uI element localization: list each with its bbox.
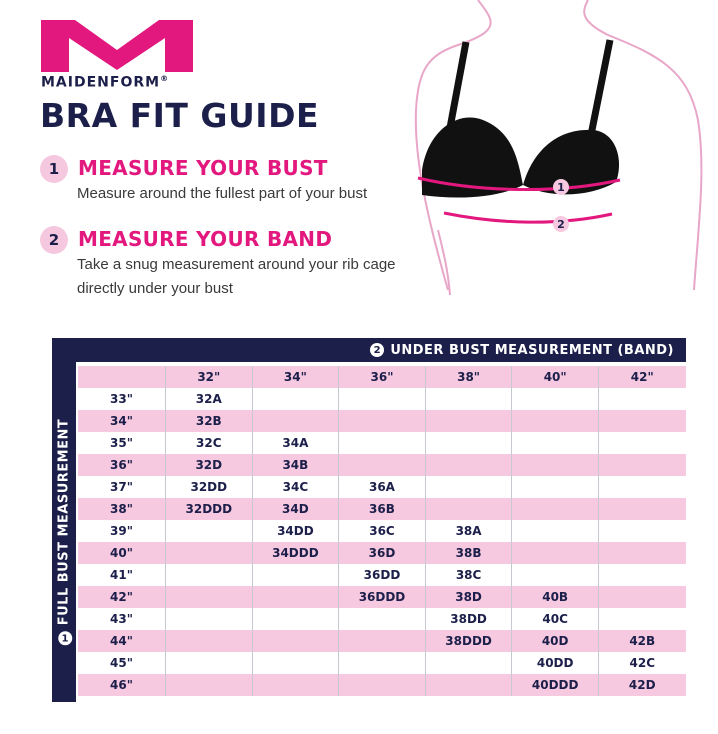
table-row (78, 608, 686, 630)
size-cell: 42B (629, 634, 656, 648)
size-cell: 34D (253, 498, 340, 520)
size-cell (339, 608, 426, 630)
size-cell: 36B (339, 498, 426, 520)
band-column-header: 32" (166, 366, 253, 388)
size-cell (512, 454, 599, 476)
size-cell (512, 388, 599, 410)
bust-measurement: 44" (78, 630, 166, 652)
table-header-row (78, 366, 686, 388)
size-cell (253, 674, 340, 696)
step-2-description: Take a snug measurement around your rib cage directly under your bust (77, 256, 396, 297)
size-cell (426, 652, 513, 674)
size-cell: 38DDD (426, 630, 513, 652)
bust-measurement: 41" (78, 564, 166, 586)
size-cell: 38D (426, 586, 513, 608)
size-cell (253, 410, 340, 432)
bust-measurement: 38" (78, 498, 166, 520)
size-cell: 32A (166, 388, 253, 410)
bust-measurement: 36" (78, 454, 166, 476)
size-cell: 40B (512, 586, 599, 608)
band-column-header: 42" (630, 370, 654, 384)
size-cell: 32B (166, 410, 253, 432)
size-cell (339, 432, 426, 454)
step-2-heading: MEASURE YOUR BAND (78, 227, 333, 251)
size-cell (166, 674, 253, 696)
step-1-description: Measure around the fullest part of your bust (77, 185, 368, 202)
size-cell: 42D (628, 678, 656, 692)
size-cell (426, 476, 513, 498)
size-cell: 38DD (426, 608, 513, 630)
size-cell (166, 542, 253, 564)
size-cell (599, 564, 686, 586)
band-column-header: 38" (426, 366, 513, 388)
size-cell (166, 608, 253, 630)
band-marker: 2 (557, 218, 565, 231)
size-cell (166, 630, 253, 652)
size-cell: 34DDD (253, 542, 340, 564)
bust-measurement: 34" (78, 410, 166, 432)
size-cell (512, 476, 599, 498)
size-cell: 38A (426, 520, 513, 542)
size-cell: 40C (512, 608, 599, 630)
table-row (78, 564, 686, 586)
table-row (78, 542, 686, 564)
size-cell (253, 564, 340, 586)
size-cell: 36C (339, 520, 426, 542)
size-cell (253, 388, 340, 410)
bust-measurement: 42" (78, 586, 166, 608)
size-cell (426, 388, 513, 410)
size-cell (339, 454, 426, 476)
size-cell (512, 410, 599, 432)
size-cell: 36A (339, 476, 426, 498)
size-cell: 40DD (512, 652, 599, 674)
size-cell (599, 520, 686, 542)
band-column-header: 34" (253, 366, 340, 388)
bra-illustration (398, 0, 716, 300)
size-cell (339, 388, 426, 410)
size-cell: 38B (426, 542, 513, 564)
size-cell (166, 652, 253, 674)
bust-header: 1FULL BUST MEASUREMENT (56, 418, 72, 644)
bust-measurement: 39" (78, 520, 166, 542)
size-cell: 34DD (253, 520, 340, 542)
table-row (78, 498, 686, 520)
bust-measurement: 37" (78, 476, 166, 498)
bust-measurement: 33" (78, 388, 166, 410)
size-cell (599, 476, 686, 498)
band-column-header: 40" (512, 366, 599, 388)
size-cell: 36DD (339, 564, 426, 586)
step-2-number: 2 (40, 226, 68, 254)
step-1-number: 1 (40, 155, 68, 183)
step-1-heading: MEASURE YOUR BUST (78, 156, 328, 180)
size-cell (599, 388, 686, 410)
size-cell (599, 432, 686, 454)
bust-marker: 1 (557, 181, 565, 194)
size-cell (166, 586, 253, 608)
table-row (78, 432, 686, 454)
maidenform-logo (41, 20, 193, 72)
table-row (78, 652, 686, 674)
size-cell (339, 652, 426, 674)
size-cell: 36DDD (339, 586, 426, 608)
size-cell (599, 608, 686, 630)
size-cell: 32D (166, 454, 253, 476)
brand-name: MAIDENFORM® (41, 74, 170, 91)
size-cell: 40D (512, 630, 599, 652)
size-cell (426, 674, 513, 696)
size-cell (339, 630, 426, 652)
size-cell (512, 520, 599, 542)
table-row (78, 520, 686, 542)
size-cell: 38C (426, 564, 513, 586)
size-cell (253, 652, 340, 674)
size-cell: 34B (253, 454, 340, 476)
table-row (78, 586, 686, 608)
table-row (78, 410, 686, 432)
bust-measurement: 40" (78, 542, 166, 564)
size-cell: 32DD (166, 476, 253, 498)
table-row (78, 388, 686, 410)
table-row (78, 454, 686, 476)
size-cell (426, 498, 513, 520)
size-cell (339, 674, 426, 696)
bust-measurement: 35" (78, 432, 166, 454)
size-cell (426, 410, 513, 432)
size-cell (599, 542, 686, 564)
size-cell (599, 586, 686, 608)
size-cell: 34C (253, 476, 340, 498)
size-cell (166, 564, 253, 586)
size-cell (512, 542, 599, 564)
size-cell (253, 608, 340, 630)
size-cell (253, 630, 340, 652)
band-header: 2 UNDER BUST MEASUREMENT (BAND) (52, 338, 686, 362)
page-title: BRA FIT GUIDE (40, 96, 320, 135)
size-cell (512, 498, 599, 520)
band-column-header: 36" (339, 366, 426, 388)
table-row (78, 630, 686, 652)
size-cell (599, 454, 686, 476)
size-cell: 36D (339, 542, 426, 564)
size-cell (512, 564, 599, 586)
bust-measurement: 46" (78, 674, 166, 696)
size-cell: 34A (253, 432, 340, 454)
size-cell: 32DDD (166, 498, 253, 520)
size-chart-table (78, 366, 686, 696)
size-cell (512, 432, 599, 454)
size-cell: 40DDD (512, 674, 599, 696)
size-cell (339, 410, 426, 432)
bust-measurement: 43" (78, 608, 166, 630)
size-cell (253, 586, 340, 608)
size-cell: 42C (629, 656, 656, 670)
size-cell (166, 520, 253, 542)
size-cell (599, 410, 686, 432)
size-cell (599, 498, 686, 520)
table-corner (78, 366, 166, 388)
table-row (78, 674, 686, 696)
size-cell (426, 432, 513, 454)
table-row (78, 476, 686, 498)
size-cell (426, 454, 513, 476)
size-cell: 32C (166, 432, 253, 454)
bust-measurement: 45" (78, 652, 166, 674)
